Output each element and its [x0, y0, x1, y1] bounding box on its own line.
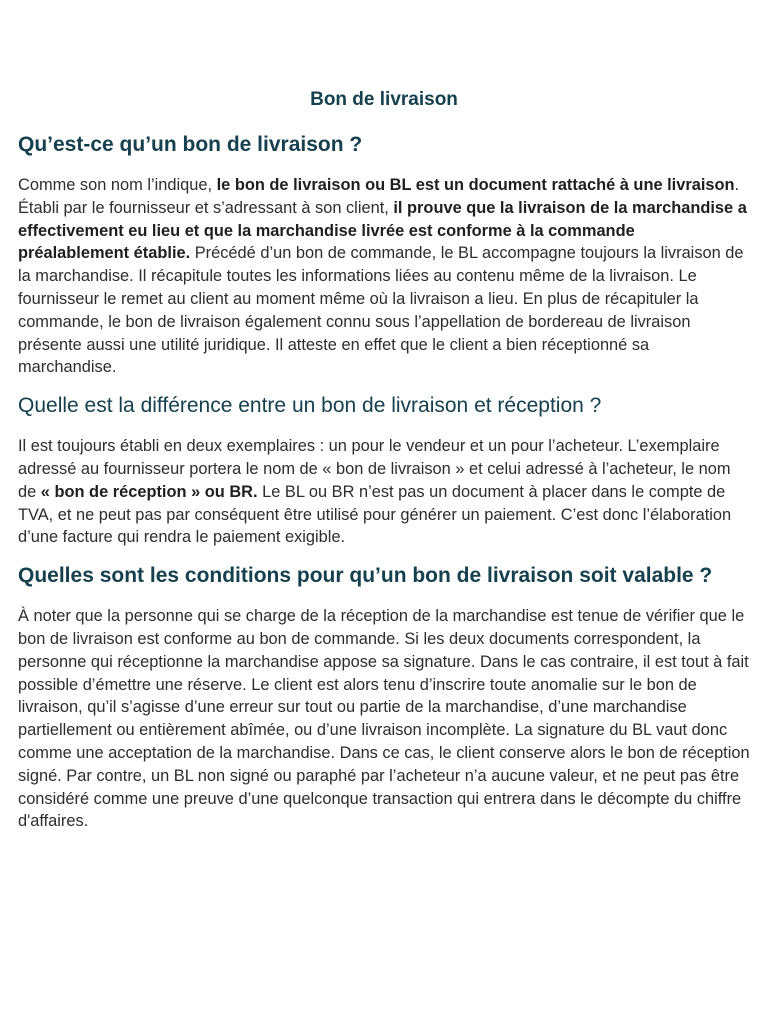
section-paragraph-difference — [18, 435, 750, 549]
text-run: Précédé d’un bon de commande, le BL accompagne toujours la livraison de la marchandise. Il récapitule toutes les informations liées au contenu même de la livraison. Le fournisseur le remet au client au moment même où la livraison a lieu. En plus de récapituler la commande, le bon de livraison également connu sous l’appellation de bordereau de livraison présente aussi une utilité juridique. Il atteste en effet que le client a bien réceptionné sa marchandise. — [18, 244, 744, 377]
bold-text-run: il prouve que la livraison de la marchandise a effectivement eu lieu et que la marchandise livrée est conforme à la commande préalablement établie. — [18, 198, 747, 263]
text-run: . Établi par le fournisseur et s’adressant à son client, — [18, 176, 740, 217]
text-run: Il est toujours établi en deux exemplaires : un pour le vendeur et un pour l’acheteur. L’exemplaire adressé au fournisseur portera le nom de « bon de livraison » et celui adressé à l’acheteur, le nom de — [18, 437, 731, 501]
section-heading-conditions: Quelles sont les conditions pour qu’un bon de livraison soit valable ? — [18, 564, 713, 588]
bold-text-run: « bon de réception » ou BR. — [40, 482, 258, 501]
text-run: Le BL ou BR n’est pas un document à placer dans le compte de TVA, et ne peut pas par conséquent être utilisé pour générer un paiement. C’est donc l’élaboration d’une facture qui rendra le paiement exigible. — [18, 482, 732, 547]
section-paragraph-conditions: À noter que la personne qui se charge de la réception de la marchandise est tenue de vérifier que le bon de livraison est conforme au bon de commande. Si les deux documents correspondent, la personne qui réceptionne la marchandise appose sa signature. Dans le cas contraire, il est tout à fait possible d’émettre une réserve. Le client est alors tenu d’inscrire toute anomalie sur le bon de livraison, qu’il s’agisse d’une erreur sur tout ou partie de la marchandise, d’une marchandise partiellement ou entièrement abîmée, ou d’une livraison incomplète. La signature du BL vaut donc comme une acceptation de la marchandise. Dans ce cas, le client conserve alors le bon de réception signé. Par contre, un BL non signé ou paraphé par l’acheteur n’a aucune valeur, et ne peut pas être considéré comme une preuve d’une quelconque transaction qui entrera dans le décompte du chiffre d'affaires. — [18, 607, 750, 831]
section-heading-difference: Quelle est la différence entre un bon de livraison et réception ? — [18, 394, 602, 418]
section-paragraph-what-is — [18, 174, 750, 379]
section-heading-what-is: Qu’est-ce qu’un bon de livraison ? — [18, 133, 363, 156]
text-run: Comme son nom l’indique, — [18, 176, 217, 194]
document-title: Bon de livraison — [310, 89, 458, 110]
bold-text-run: le bon de livraison ou BL est un document rattaché à une livraison — [216, 176, 735, 194]
